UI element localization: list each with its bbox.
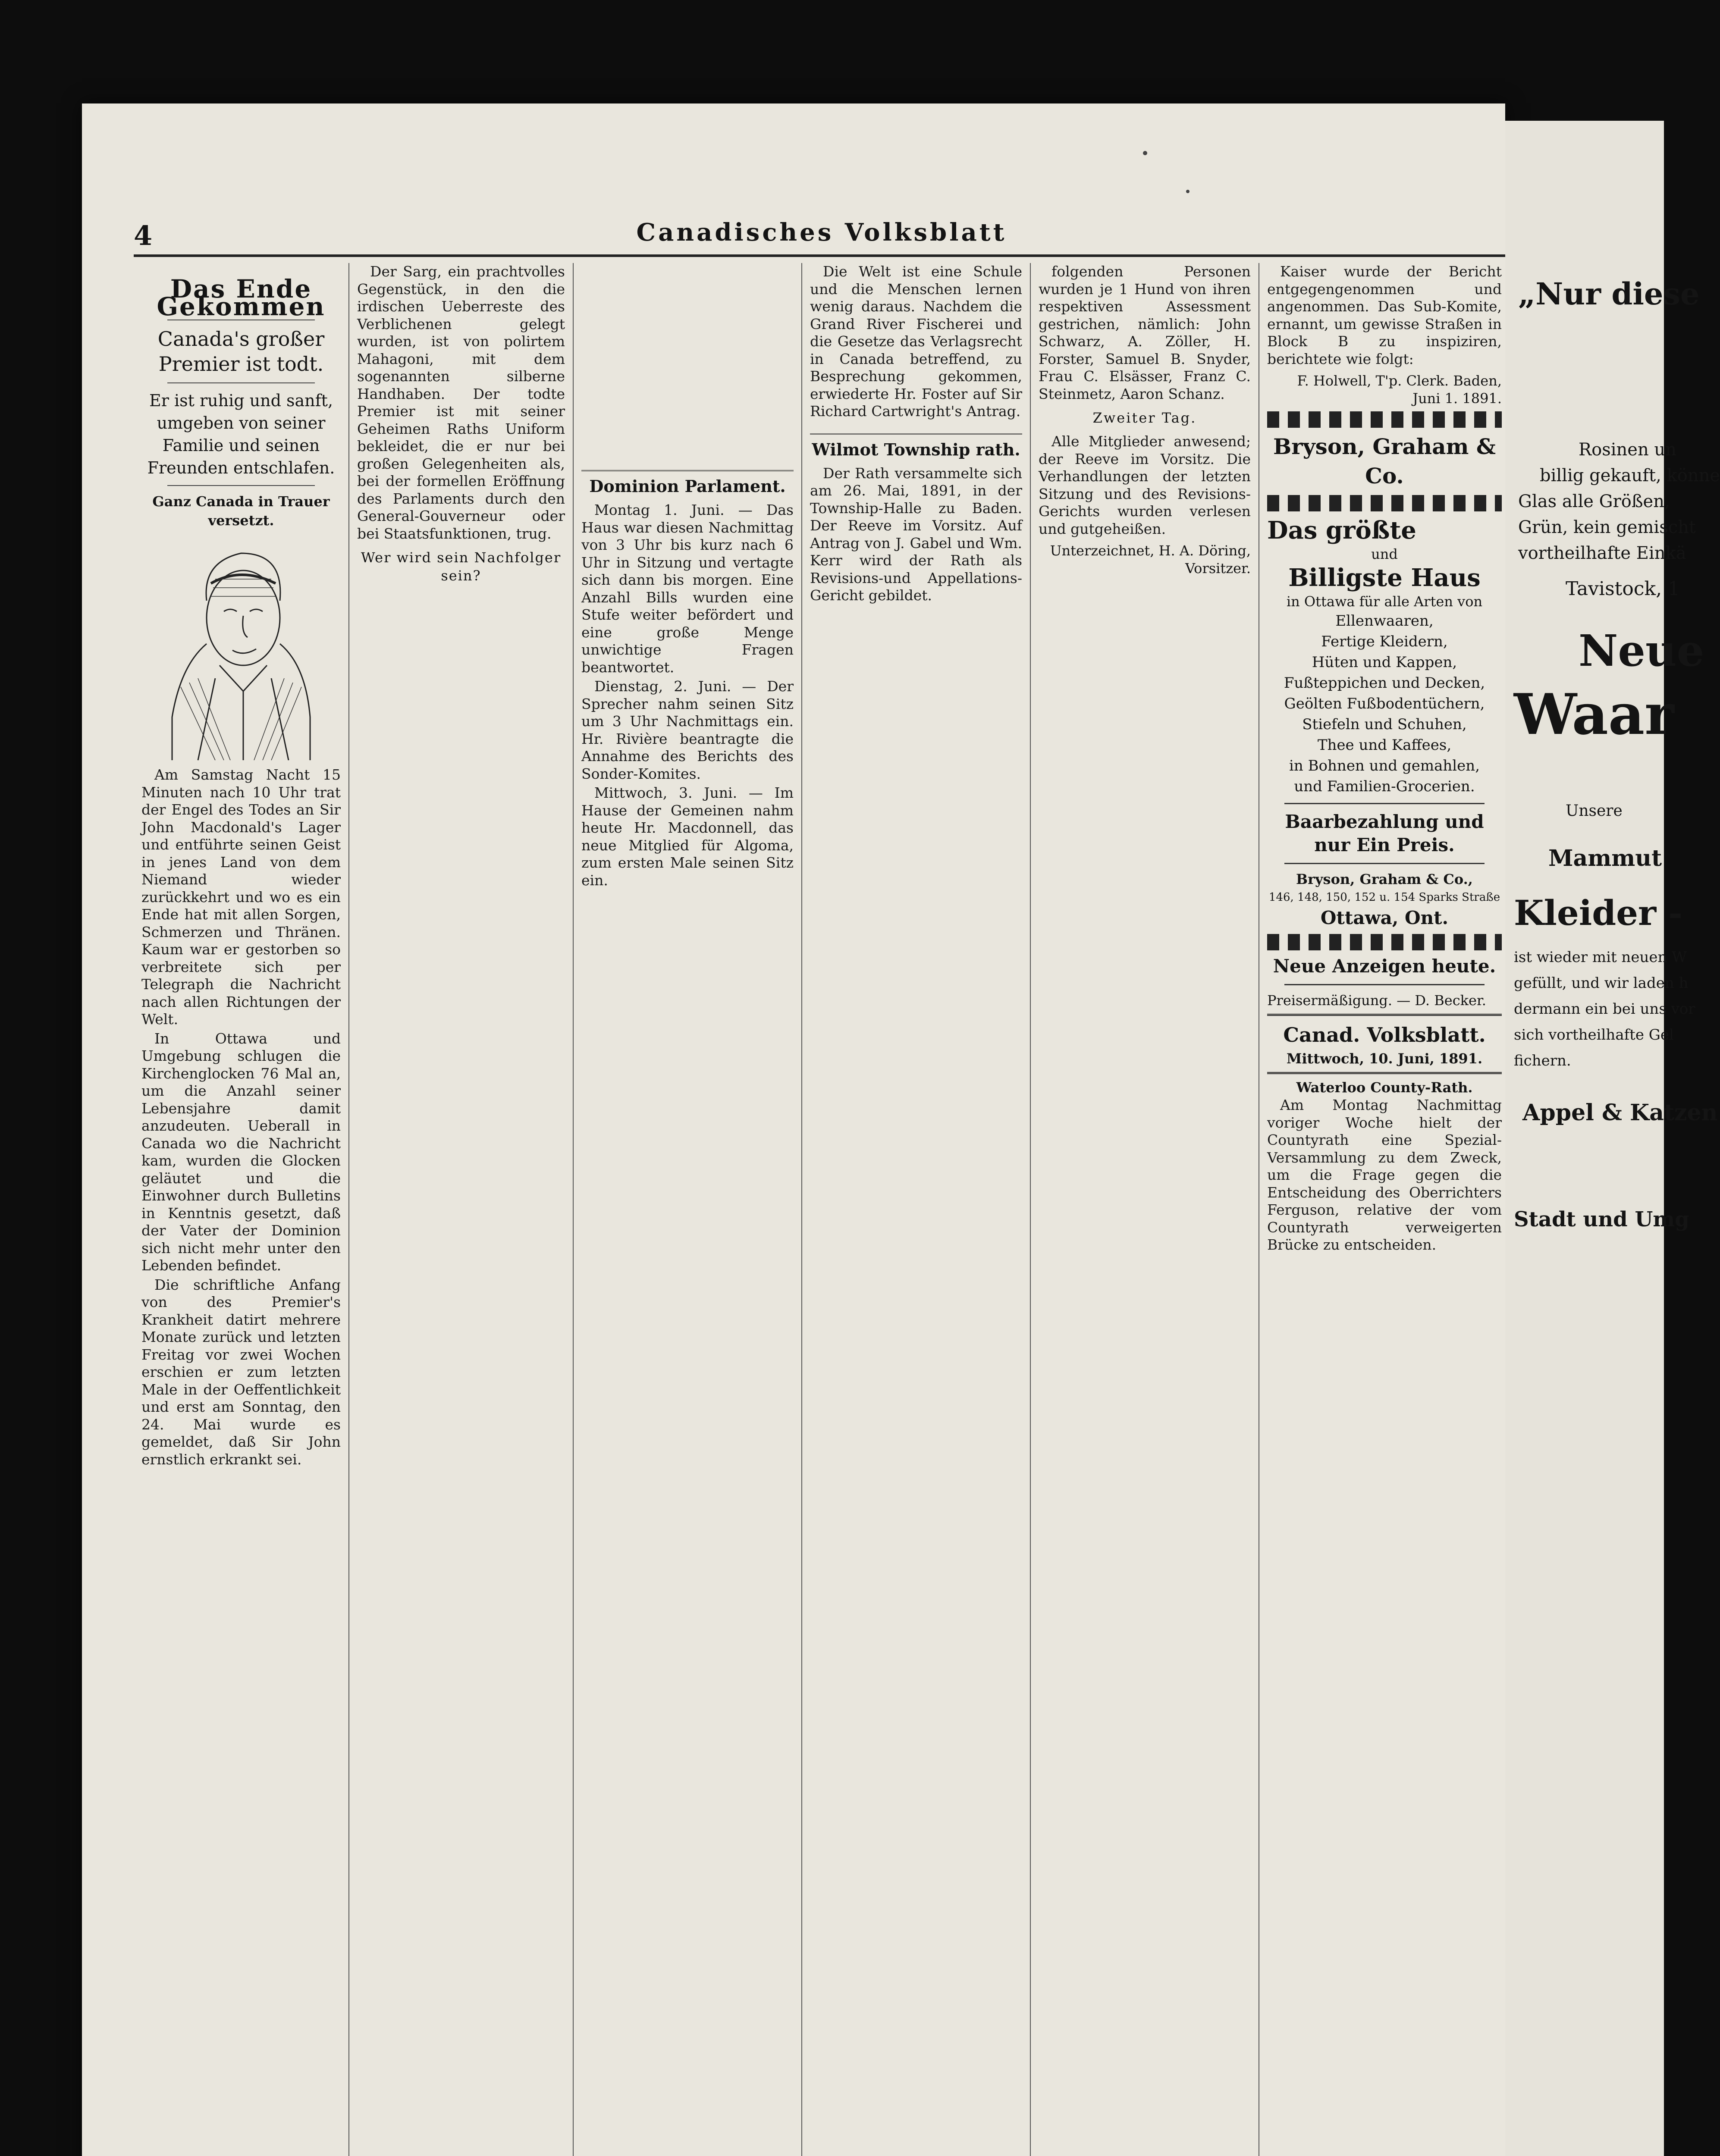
ad-quote: „Nur diese [1518,276,1700,312]
clerk-signature: F. Holwell, T'p. Clerk. Baden, Juni 1. 1891. [1297,373,1502,407]
deck: Er ist ruhig und sanft, umgeben von seiner Familie und seinen Freunden entschlafen. [147,391,335,477]
paragraph: folgenden Personen wurden je 1 Hund von ihren respektiven Assessment gestrichen, nämlich: John Schwarz, A. Zöller, H. Forster, Samuel B. Snyder, Frau C. Elsässer, Franz C. Steinmetz, Aaron Schanz. [1039,263,1251,402]
ad-line: billig gekauft, könne [1540,466,1720,486]
article-body [581,501,794,889]
ad-text: und [1371,546,1398,562]
price-notice: Preisermäßigung. — D. Becker. [1267,992,1486,1009]
portrait-illustration [155,536,327,760]
page-number: 4 [134,220,153,251]
dateline-paper: Canad. Volksblatt. [1283,1023,1486,1047]
paragraph: Die Welt ist eine Schule und die Menschen lernen wenig daraus. Nachdem die Grand River Fischerei und die Gesetze das Verlagsrecht in Canada betreffend, zu Besprechung gekommen, erwiederte Hr. Foster auf Sir Richard Cartwright's Antrag. [810,263,1022,420]
paragraph: Der Sarg, ein prachtvolles Gegenstück, in den die irdischen Ueberreste des Verblichenen gelegt wurden, ist von polirtem Mahagoni, mit dem sogenannten silberne Handhaben. Der todte Premier ist mit seiner Geheimen Raths Uniform bekleidet, die er nur bei großen Gelegenheiten als, bei der formellen Eröffnung des Parlaments durch den General-Gouverneur oder bei Staatsfunktionen, trug. [357,263,565,542]
ad-text: in Ottawa für alle Arten von [1286,593,1483,610]
ad-item: Stiefeln und Schuhen, [1302,716,1467,733]
paragraph: Alle Mitglieder anwesend; der Reeve im Vorsitz. Die Verhandlungen der letzten Sitzung und des Revisions-Gerichts wurden verlesen und gutgeheißen. [1039,433,1251,537]
ad-line: sich vortheilhafte Gel [1514,1026,1674,1044]
column-6 [1259,263,1510,2156]
subhead: Wer wird sein Nachfolger sein? [361,549,562,584]
article-body [1039,263,1251,403]
divider [1284,803,1485,804]
column-1 [134,263,349,2156]
article-body [810,465,1022,605]
dateline-date: Mittwoch, 10. Juni, 1891. [1286,1050,1483,1067]
headline: Das Ende Gekommen [157,274,326,321]
section-heading: Stadt und Umg [1514,1207,1689,1232]
columns [134,263,1510,2156]
ad-item: Hüten und Kappen, [1312,654,1457,671]
divider [1284,984,1485,985]
signature: Unterzeichnet, H. A. Döring, Vorsitzer. [1050,542,1251,577]
paragraph: Mittwoch, 3. Juni. — Im Hause der Gemeinen nahm heute Hr. Macdonnell, das neue Mitglied für Algoma, zum ersten Male seinen Sitz ein. [581,784,794,889]
print-speck [1186,190,1190,193]
ad-line: ist wieder mit neuen W [1514,949,1687,966]
divider [167,485,315,486]
bryson-graham-ad [1267,432,1502,930]
ad-terms: Baarbezahlung und nur Ein Preis. [1285,811,1484,856]
ad-address-firm: Bryson, Graham & Co., [1296,871,1473,887]
column-2 [349,263,574,2156]
article-body [141,766,341,1468]
ad-line: fichern. [1514,1052,1571,1069]
column-3 [574,263,802,2156]
mourning-subhead: Ganz Canada in Trauer versetzt. [152,493,330,529]
ad-firm-name: Bryson, Graham & Co. [1273,434,1496,489]
masthead [134,216,1510,257]
ad-line: Grün, kein gemischt [1518,517,1696,537]
paper-name: Canadisches Volksblatt [636,218,1007,247]
ad-city: Ottawa, Ont. [1320,907,1449,928]
paragraph: Am Montag Nachmittag voriger Woche hielt der Countyrath eine Spezial-Versammlung zu dem Zweck, um die Frage gegen die Entscheidung des Oberrichters Ferguson, relative der vom Countyrath verweigerten Brücke zu entscheiden. [1267,1097,1502,1253]
section-heading: Dominion Parlament. [581,470,794,497]
ad-item: Fertige Kleidern, [1321,633,1448,650]
ad-item: und Familien-Grocerien. [1294,778,1475,795]
article-body [1267,1097,1502,1254]
newspaper-page [82,103,1505,2156]
ad-firm: Appel & Katzen [1522,1100,1718,1126]
article-body [1039,433,1251,538]
column-4 [802,263,1031,2156]
print-speck [1143,151,1147,155]
ornamental-border [1267,934,1502,950]
ad-headline: Billigste Haus [1288,564,1481,592]
subhead: Canada's großer Premier ist todt. [157,327,325,376]
section-heading: Wilmot Township rath. [810,433,1022,461]
ad-line: Rosinen un [1579,440,1676,460]
paragraph: Der Rath versammelte sich am 26. Mai, 1891, in der Township-Halle zu Baden. Der Reeve im Vorsitz. Auf Antrag von J. Gabel und Wm. Kerr wird der Rath als Revisions-und Appellations-Gericht gebildet. [810,464,1022,604]
ad-big-word: Neue [1579,625,1704,676]
ad-line: Glas alle Größen, [1518,492,1670,511]
ad-address: 146, 148, 150, 152 u. 154 Sparks Straße [1268,891,1500,904]
ad-item: Geölten Fußbodentüchern, [1284,695,1485,712]
divider [1267,1072,1502,1074]
paragraph: Am Samstag Nacht 15 Minuten nach 10 Uhr trat der Engel des Todes an Sir John Macdonald's Lager und entführte seinen Geist in jenes Land von dem Niemand wieder zurückkehrt und wo es ein Ende hat mit allen Sorgen, Schmerzen und Thränen. Kaum war er gestorben so verbreitete sich per Telegraph die Nachricht nach allen Richtungen der Welt. [141,766,341,1028]
ad-big-word: Kleider - [1514,893,1683,933]
paragraph: In Ottawa und Umgebung schlugen die Kirchenglocken 76 Mal an, um die Anzahl seiner Lebensjahre damit anzudeuten. Ueberall in Canada wo die Nachricht kam, wurden die Glocken geläutet und die Einwohner durch Bulletins in Kenntnis gesetzt, daß der Vater der Dominion sich nicht mehr unter den Lebenden befindet. [141,1030,341,1274]
ad-item: Thee und Kaffees, [1317,736,1452,754]
paragraph: Montag 1. Juni. — Das Haus war diesen Nachmittag von 3 Uhr bis kurz nach 6 Uhr in Sitzung und vertagte sich dann bis morgen. Eine Anzahl Bills wurden eine Stufe weiter befördert und eine große Menge unwichtige Fragen beantwortet. [581,501,794,676]
ornamental-border [1267,495,1502,511]
ad-item: Ellenwaaren, [1335,612,1434,630]
subhead: Zweiter Tag. [1092,410,1197,426]
ad-item: in Bohnen und gemahlen, [1289,757,1480,774]
divider [167,382,315,383]
article-body [1267,263,1502,368]
ad-line: vortheilhafte Einkä [1518,543,1686,563]
section-heading: Waterloo County-Rath. [1296,1079,1473,1096]
adjacent-page [1505,121,1720,2156]
article-body [810,263,1022,420]
paragraph: Kaiser wurde der Bericht entgegengenommen und angenommen. Das Sub-Komite, ernannt, um gewisse Straßen in Block B zu inspiziren, berichtete wie folgt: [1267,263,1502,367]
ad-line: Tavistock, 1 [1566,578,1680,600]
ad-line: dermann ein bei uns vor [1514,1000,1695,1018]
ad-headline: Das größte [1267,516,1416,545]
ad-line: Mammut [1548,845,1662,871]
ad-line: gefüllt, und wir laden h [1514,975,1689,992]
divider [1267,1014,1502,1016]
column-5 [1031,263,1259,2156]
paragraph: Dienstag, 2. Juni. — Der Sprecher nahm seinen Sitz um 3 Uhr Nachmittags ein. Hr. Rivière beantragte die Annahme des Berichts des Sonder-Komites. [581,678,794,782]
ad-item: Fußteppichen und Decken, [1284,674,1485,692]
ad-line: Unsere [1566,802,1623,820]
article-body [357,263,565,542]
new-ads-notice: Neue Anzeigen heute. [1273,956,1496,977]
divider [1284,863,1485,864]
ad-big-word: Waar [1514,681,1674,747]
paragraph: Die schriftliche Anfang von des Premier's Krankheit datirt mehrere Monate zurück und letzten Freitag vor zwei Wochen erschien er zum letzten Male in der Oeffentlichkeit und erst am Sonntag, den 24. Mai wurde es gemeldet, daß Sir John ernstlich erkrankt sei. [141,1276,341,1468]
ornamental-border [1267,411,1502,428]
